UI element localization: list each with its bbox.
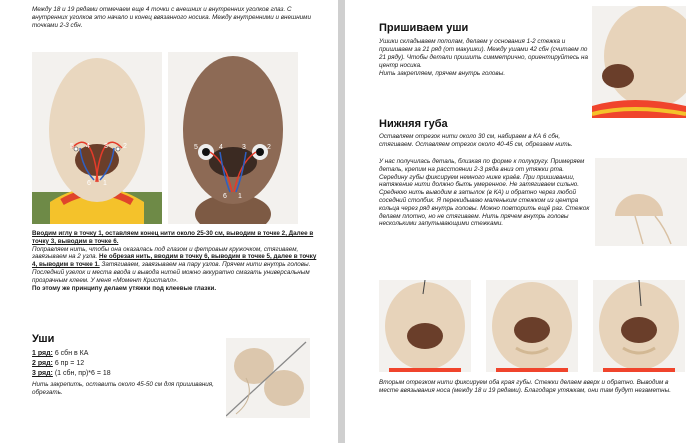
photo-head-brown [168, 52, 298, 224]
sew-ears-title: Пришиваем уши [379, 22, 469, 34]
lip-text-2: У нас получилась деталь, близкая по форме к полукругу. Примеряем деталь, крепим на расстоянии 2-3 ряда вниз от утяжки рта. Середину губы фиксируем немного ниже краёв. При пришивании, натяжение нити должно быть умеренное. Не затягиваем сильно. Среднюю нить выводим в затылок (в КА) и обратно через любой соседний столбик. Я перекидываю маленьким стежком из центра кольца через ряд внутрь головы. Можно повторить ещё раз. Стежок делаем плотно, но не стягиваем. Нить прячем внутрь головы несколькими запутывающими стежками. [379, 158, 590, 228]
step-bold: По этому же принципу делаем утяжки под клеевые глазки. [32, 284, 217, 292]
mark-5a: 5 [70, 143, 74, 150]
mark-2b: 2 [267, 144, 271, 151]
mark-5b: 5 [194, 144, 198, 151]
row-1: 1 ряд: 6 сбн в КА [32, 350, 89, 357]
photo-lip-step-3 [593, 280, 685, 372]
right-page [345, 0, 690, 443]
ears-title: Уши [32, 333, 55, 345]
photo-head-light [32, 52, 162, 224]
photo-lip-piece [595, 158, 687, 246]
photo-lip-step-1 [379, 280, 471, 372]
step-u2: Не обрезая нить, вводим в точку 6, выводим в точке 5, далее в точку 4, выводим в точке 1. [32, 253, 317, 269]
mark-4a: 4 [86, 143, 90, 150]
final-text: Вторым отрезком нити фиксируем оба края губы. Стежки делаем вверх и обратно. Выводим в месте ввязывания носа (между 18 и 19 рядами). Благодаря утяжкам, они там будут незаметны. [379, 379, 671, 394]
mark-4b: 4 [219, 144, 223, 151]
mark-1b: 1 [238, 193, 242, 200]
lip-title: Нижняя губа [379, 118, 448, 130]
ears-rows [32, 349, 222, 379]
sew-ears-text: Ушики складываем пополам, делаем у основания 1-2 стежка и пришиваем за 21 ряд (от макушки). Между ушами 42 сбн (считаем по 21 ряду). Чтобы детали пришить симметрично, ориентируйтесь на центр носика. Нить закрепляем, прячем внутрь головы. [379, 38, 589, 77]
mark-2a: 2 [123, 143, 127, 150]
photo-ears [226, 338, 310, 418]
step-u1: Вводим иглу в точку 1, оставляем конец нити около 25-30 см, выводим в точке 2, Далее в точку 3, выводим в точке 6. [32, 230, 314, 245]
mark-3b: 3 [242, 144, 246, 151]
lip-text: Оставляем отрезок нити около 30 см, набираем в КА 6 сбн, стягиваем. Оставляем отрезок около 40-45 см, обрезаем нить. [379, 133, 573, 148]
row-2: 2 ряд: 6 пр = 12 [32, 360, 85, 367]
sewing-instructions [32, 230, 322, 292]
intro-text: Между 18 и 19 рядами отмечаем еще 4 точки с внешних и внутренних уголков глаз. С внутренних уголков это начало и конец ввязанного носика. Между внутренними и внешними точками 2-3 сбн. [32, 6, 312, 29]
ears-finish: Нить закрепить, оставить около 45-50 см для пришивания, обрезать. [32, 381, 214, 396]
step-text2: Затягиваем, завязываем на пару узлов. Прячем нити внутрь головы. Последний узелок и места ввода и вывода нитей можно аккуратно смазать универсальным прозрачным клеем. У меня «Момент Кристалл». [32, 261, 311, 284]
photo-ear-side [592, 6, 686, 118]
row-3: 3 ряд: (1 сбн, пр)*6 = 18 [32, 370, 111, 377]
mark-3a: 3 [104, 143, 108, 150]
left-page [0, 0, 338, 443]
mark-1a: 1 [103, 180, 107, 187]
mark-6b: 6 [223, 193, 227, 200]
mark-6a: 6 [87, 180, 91, 187]
photo-lip-step-2 [486, 280, 578, 372]
step-text1: Поправляем нить, чтобы она оказалась под глазом и фетровым кружочком, стягиваем, завязываем на 2 узла. [32, 245, 299, 261]
